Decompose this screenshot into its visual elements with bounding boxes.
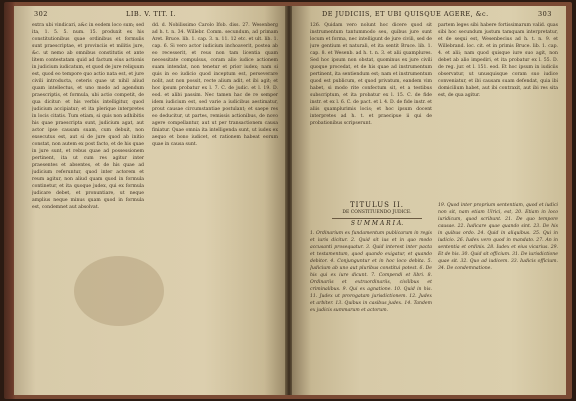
summary-column-2	[438, 202, 558, 390]
left-page-number: 302	[34, 10, 48, 18]
left-column-2	[152, 22, 278, 390]
open-book	[4, 2, 572, 399]
left-running-title: LIB. V. TIT. I.	[126, 10, 177, 18]
left-column-2-text: dd. d. Nobilissimo Carolo Ifob. diss. 27. Wesenberg ad h. t. n. 34. Willebr. Comm. secundum, ad primam Aret. Bruce. lib. 1. cap. 3. n. 11. 12 etc. et ult. lib. 1. cap. 6. Si vero actor iudicium inchoaverit, postea ab eo recesserit, et reus non tam licentia quam necessitate compulsus, coram alio iudice actionem suam intendat, non tenetur et prior iudex; nam si quis in eo iudicio quod inceptum est, perseverare nolit, aut non possit, recte alium adit, et ibi agit; et hoc ipsum probatur ex l. 7. C. de judic. et l. 19. D. eod. et alibi passim. Nec tamen hac de re semper idem iudicium est, sed varie a iudicibus aestimatur, prout causae circumstantiae postulant; et saepe res eo deducitur, ut partes, remissis actionibus, de novo agere compellantur, aut ut per transactionem causa finiatur. Quae omnia ita intelligenda sunt, ut iudex ex aequo et bono iudicet, et rationem habeat eorum quae in causa sunt.	[152, 23, 278, 147]
right-column-1	[310, 22, 432, 198]
section-subtitle: DE CONSTITUENDO JUDICE.	[342, 210, 412, 215]
left-column-1	[32, 22, 144, 390]
summary-column-1	[310, 230, 432, 390]
left-column-1-text: extra ubi vindicari, a&c in eodem loco sum; sed ita, 1. 5. 5. num. 15. produxit ex his constitutionibus quae ordinibus et formulis sunt praescriptae, et provinciis et militis jure, &c. ut nemo ab omnibus constitutis et ante litem contestatam quid ad factum eius actionis in judicium iudicatum, et quod de jure reliquum est, quod eo tempore quo actio nata est, et jure civili introducta, ceteris quae ut nihil aliud quam intellectus, et uno modo ad agendum praescriptis, et formula, ubi actio competit, de qua dicitur: et his verbis intelligitur, quod judicium accipiatur; et ita plerique interpretes in locis citatis. Tum etiam, si quis non adhibitis his quae praescripta sunt, judicium agat, aut actor ipse causam suam, cum debuit, non exsecutus est, aut si de jure quod ab initio constat, non autem ex post facto, et de his quae in jure sunt, et rebus quae ad possessionem pertinent, ita ut cum res agitur inter praesentes et absentes, et de his quae ad judicium referuntur, quod inter actorem et reum agitur, non aliud quam quod in formula continetur, et ita quoque judex, qui ex formula judicare debet, et pronuntiare, ut neque amplius neque minus quam quod in formula est, condemnet aut absolvat.	[32, 23, 144, 210]
left-page	[14, 6, 286, 395]
summary-column-1-text: 1. Ordinarium ex fundamentum publicarum in regis et iuris dicitur. 2. Quid sit ius et in quo modo accusanti prosequatur. 3. Quid interest inter pacta et testamentum, quod quando exigatur, et quando debitor. 4. Conjunguntur et in hoc loco debita. 5. Judicium ab uno aut pluribus constitui potest. 6. De his qui ex iure dicunt. 7. Compendi et libri. 8. Ordinariis et extraordinariis, civilibus et criminalibus. 9. Qui ex agnatione. 10. Quid in his. 11. Judex ut prorogatam jurisdictionem. 12. Judex et arbiter. 13. Quibus in casibus judex. 14. Tandem ex judicis summarum et actorum.	[310, 231, 432, 313]
summary-column-2-text: 19. Quod inter proprium sententiam, quod et iudici non sit, nam etiam Ulrici, est, 20. Etiam in loco iuridicum, quod scribunt. 21. De quo tempore causae. 22. Iudicare quae quando sint. 23. De his in quibus ordo. 24. Quid in aliquibus. 25. Qui in iudicio. 26. Iudex vero quod in mandato. 27. An in sententia et ordinis. 28. Iudex et eius vicarius. 29. Et de his. 30. Quid sit officium. 31. De iurisdictione quae sit. 32. Quo ad iudicem. 33. Iudicis officium. 34. De condemnatione.	[438, 203, 558, 271]
right-column-1-text: 126. Quidam vero nolunt hoc dicere quod sit instrumentum tantummodo seu, quibus jure sunt locum et forma, nec intelligunt de jure civili, sed de jure gentium et naturali, et ita sentit Bruce. lib. 1. cap. 8. et Wesenb. ad h. t. n. 3. et alii quamplures. Sed hoc ipsum non obstat, quominus ex jure civili quoque procedat, et de his quae ad instrumentum pertinent, ita sentiendum est; nam et instrumentum quod est publicum, et quod privatum, eandem vim habet, si modo rite confectum sit, et a testibus subscriptum, et ita probatur ex l. 15. C. de fide instr. et ex l. 6. C. de pact. et l. 4. D. de fide instr. et aliis quamplurimis locis; et hoc ipsum docent interpretes ad h. t. et praecipue ii qui de probationibus scripserunt.	[310, 23, 432, 126]
right-page	[292, 6, 566, 395]
right-running-title: DE JUDICIIS, ET UBI QUISQUE AGERE, &c.	[322, 10, 489, 18]
right-column-2	[438, 22, 558, 198]
summary-heading: S U M M A R I A.	[350, 220, 404, 227]
right-page-number: 303	[538, 10, 552, 18]
section-rule	[332, 218, 422, 219]
right-column-2-text: partem leges sibi habere fortissimarum valid. quas sibi hoc secundum justum tamquam interpretatur, et de sequi est, Wesenbecius ad h. t. n. 9. et Willebrand. loc. cit. et in primis Bruce. lib. 1. cap. 4. et alii; nam quod quisque iure suo agit, non debet ab alio impediri, et ita probatur ex l. 55. D. de reg. jur. et l. 151. eod. Et hoc ipsum in iudiciis observatur, ut unusquisque coram suo iudice conveniatur, et ibi causam suam defendat, quia ibi domicilium habet, aut ibi contraxit, aut ibi res sita est, de qua agitur.	[438, 23, 558, 98]
section-title: TITULUS II.	[350, 201, 404, 209]
